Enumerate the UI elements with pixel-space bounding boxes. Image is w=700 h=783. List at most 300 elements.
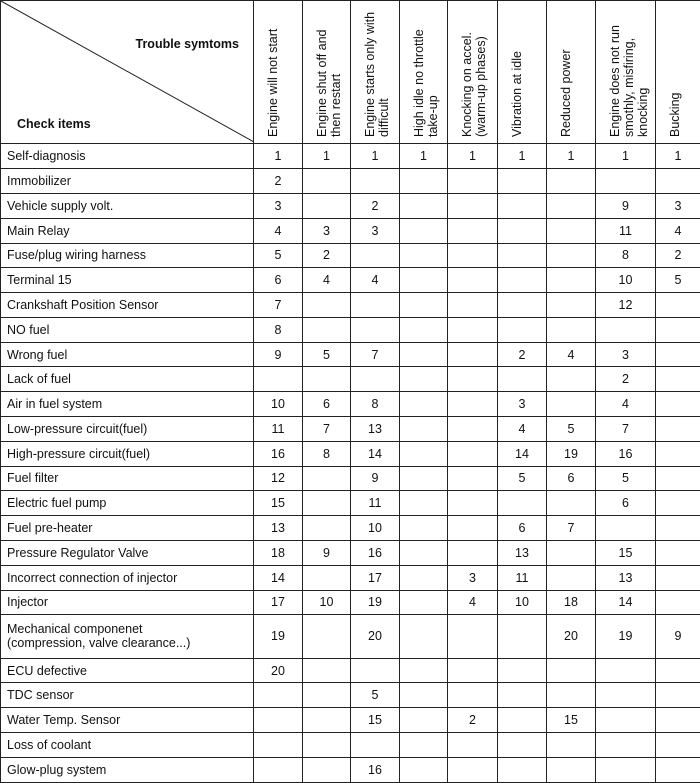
order-cell: 5 bbox=[547, 417, 596, 442]
check-item-label: TDC sensor bbox=[7, 688, 74, 703]
order-cell bbox=[656, 169, 700, 194]
order-cell: 20 bbox=[254, 658, 303, 683]
order-cell bbox=[448, 615, 498, 658]
order-cell: 18 bbox=[547, 590, 596, 615]
order-cell: 7 bbox=[596, 417, 656, 442]
check-item-cell bbox=[1, 658, 254, 683]
check-item-cell bbox=[1, 516, 254, 541]
check-item-cell bbox=[1, 590, 254, 615]
order-cell bbox=[254, 683, 303, 708]
order-cell bbox=[656, 367, 700, 392]
check-item-label: Pressure Regulator Valve bbox=[7, 545, 149, 560]
order-cell: 11 bbox=[254, 417, 303, 442]
order-cell: 19 bbox=[351, 590, 400, 615]
order-cell bbox=[656, 565, 700, 590]
symptom-header-label: Engine starts only with difficult bbox=[363, 12, 391, 138]
order-cell bbox=[547, 540, 596, 565]
table-row bbox=[1, 317, 700, 342]
order-cell: 3 bbox=[448, 565, 498, 590]
order-cell bbox=[448, 367, 498, 392]
order-cell bbox=[498, 708, 547, 733]
check-item-label: Electric fuel pump bbox=[7, 496, 107, 511]
order-cell bbox=[400, 615, 448, 658]
order-cell: 7 bbox=[254, 293, 303, 318]
table-row bbox=[1, 491, 700, 516]
order-cell: 2 bbox=[596, 367, 656, 392]
order-cell bbox=[400, 540, 448, 565]
symptom-header-cell bbox=[303, 1, 351, 144]
order-cell bbox=[303, 658, 351, 683]
order-cell bbox=[400, 169, 448, 194]
order-cell: 3 bbox=[596, 342, 656, 367]
check-item-label: Self-diagnosis bbox=[7, 149, 86, 164]
order-cell bbox=[303, 194, 351, 219]
symptom-header-label: Reduced power bbox=[559, 49, 573, 138]
trouble-symptoms-label: Trouble symtoms bbox=[135, 37, 239, 51]
order-cell bbox=[303, 491, 351, 516]
check-item-label: High-pressure circuit(fuel) bbox=[7, 446, 151, 461]
order-cell bbox=[498, 658, 547, 683]
order-cell bbox=[656, 658, 700, 683]
order-cell: 9 bbox=[656, 615, 700, 658]
order-cell: 4 bbox=[254, 218, 303, 243]
order-cell bbox=[448, 218, 498, 243]
order-cell bbox=[254, 733, 303, 758]
order-cell bbox=[596, 317, 656, 342]
order-cell: 3 bbox=[656, 194, 700, 219]
order-cell bbox=[547, 243, 596, 268]
table-row bbox=[1, 144, 700, 169]
order-cell bbox=[303, 708, 351, 733]
order-cell bbox=[400, 243, 448, 268]
order-cell bbox=[547, 565, 596, 590]
order-cell: 5 bbox=[303, 342, 351, 367]
order-cell bbox=[596, 757, 656, 782]
table-row bbox=[1, 540, 700, 565]
check-item-label: Water Temp. Sensor bbox=[7, 713, 121, 728]
order-cell bbox=[656, 293, 700, 318]
order-cell bbox=[303, 757, 351, 782]
order-cell: 19 bbox=[596, 615, 656, 658]
order-cell: 19 bbox=[547, 441, 596, 466]
check-item-cell bbox=[1, 540, 254, 565]
order-cell bbox=[351, 658, 400, 683]
check-item-cell bbox=[1, 683, 254, 708]
table-row bbox=[1, 565, 700, 590]
order-cell: 10 bbox=[498, 590, 547, 615]
check-item-cell bbox=[1, 268, 254, 293]
symptom-header-cell bbox=[400, 1, 448, 144]
symptom-header-cell bbox=[448, 1, 498, 144]
order-cell bbox=[547, 293, 596, 318]
table-row bbox=[1, 268, 700, 293]
check-item-cell bbox=[1, 417, 254, 442]
symptom-header-cell bbox=[596, 1, 656, 144]
order-cell bbox=[448, 243, 498, 268]
order-cell: 12 bbox=[596, 293, 656, 318]
check-item-cell bbox=[1, 293, 254, 318]
order-cell bbox=[400, 466, 448, 491]
check-item-label: Mechanical componenet bbox=[7, 622, 143, 637]
order-cell: 2 bbox=[254, 169, 303, 194]
order-cell: 16 bbox=[351, 540, 400, 565]
order-cell bbox=[498, 367, 547, 392]
order-cell: 10 bbox=[303, 590, 351, 615]
check-item-cell bbox=[1, 733, 254, 758]
order-cell: 18 bbox=[254, 540, 303, 565]
order-cell: 6 bbox=[498, 516, 547, 541]
check-item-sublabel: (compression, valve clearance...) bbox=[7, 636, 191, 651]
order-cell bbox=[596, 169, 656, 194]
order-cell: 1 bbox=[596, 144, 656, 169]
table-row bbox=[1, 658, 700, 683]
order-cell bbox=[498, 293, 547, 318]
check-item-cell bbox=[1, 565, 254, 590]
order-cell: 13 bbox=[351, 417, 400, 442]
order-cell bbox=[400, 218, 448, 243]
order-cell bbox=[303, 683, 351, 708]
order-cell bbox=[448, 757, 498, 782]
table-row bbox=[1, 590, 700, 615]
order-cell bbox=[498, 268, 547, 293]
order-cell bbox=[254, 708, 303, 733]
order-cell: 7 bbox=[547, 516, 596, 541]
order-cell bbox=[254, 367, 303, 392]
table-row bbox=[1, 441, 700, 466]
order-cell: 2 bbox=[656, 243, 700, 268]
order-cell bbox=[498, 218, 547, 243]
table-row bbox=[1, 466, 700, 491]
order-cell bbox=[448, 540, 498, 565]
order-cell bbox=[351, 733, 400, 758]
order-cell: 10 bbox=[596, 268, 656, 293]
order-cell: 12 bbox=[254, 466, 303, 491]
check-item-cell bbox=[1, 392, 254, 417]
order-cell: 7 bbox=[303, 417, 351, 442]
check-item-cell bbox=[1, 708, 254, 733]
check-item-label: Fuel filter bbox=[7, 471, 59, 486]
order-cell bbox=[656, 708, 700, 733]
order-cell bbox=[400, 590, 448, 615]
order-cell bbox=[448, 441, 498, 466]
order-cell bbox=[254, 757, 303, 782]
order-cell bbox=[498, 194, 547, 219]
order-cell: 2 bbox=[303, 243, 351, 268]
order-cell bbox=[498, 615, 547, 658]
table-row bbox=[1, 293, 700, 318]
order-cell bbox=[448, 317, 498, 342]
check-item-cell bbox=[1, 317, 254, 342]
check-item-cell bbox=[1, 218, 254, 243]
order-cell bbox=[596, 683, 656, 708]
order-cell bbox=[656, 516, 700, 541]
order-cell bbox=[400, 367, 448, 392]
check-item-label: Loss of coolant bbox=[7, 737, 92, 752]
order-cell: 9 bbox=[303, 540, 351, 565]
order-cell: 6 bbox=[254, 268, 303, 293]
check-item-cell bbox=[1, 243, 254, 268]
check-item-label: Immobilizer bbox=[7, 174, 71, 189]
check-item-label: Incorrect connection of injector bbox=[7, 570, 178, 585]
table-row bbox=[1, 757, 700, 782]
check-item-label: Fuse/plug wiring harness bbox=[7, 248, 146, 263]
order-cell bbox=[448, 417, 498, 442]
check-item-cell bbox=[1, 615, 254, 658]
order-cell bbox=[303, 367, 351, 392]
order-cell bbox=[303, 293, 351, 318]
order-cell bbox=[656, 491, 700, 516]
symptom-header-cell bbox=[351, 1, 400, 144]
order-cell: 20 bbox=[547, 615, 596, 658]
order-cell bbox=[656, 540, 700, 565]
order-cell: 20 bbox=[351, 615, 400, 658]
table-row bbox=[1, 218, 700, 243]
table-row bbox=[1, 367, 700, 392]
check-item-cell bbox=[1, 169, 254, 194]
order-cell: 4 bbox=[498, 417, 547, 442]
order-cell bbox=[656, 466, 700, 491]
check-item-label: Crankshaft Position Sensor bbox=[7, 298, 159, 313]
order-cell bbox=[596, 708, 656, 733]
order-cell: 13 bbox=[498, 540, 547, 565]
table-row bbox=[1, 194, 700, 219]
order-cell bbox=[547, 194, 596, 219]
order-cell: 5 bbox=[656, 268, 700, 293]
order-cell: 14 bbox=[596, 590, 656, 615]
order-cell bbox=[448, 194, 498, 219]
order-cell bbox=[303, 733, 351, 758]
order-cell bbox=[656, 441, 700, 466]
order-cell: 9 bbox=[254, 342, 303, 367]
order-cell: 2 bbox=[448, 708, 498, 733]
order-cell: 4 bbox=[351, 268, 400, 293]
symptom-header-label: Engine shut off and then restart bbox=[315, 29, 343, 138]
order-cell: 1 bbox=[303, 144, 351, 169]
order-cell bbox=[547, 757, 596, 782]
order-cell: 5 bbox=[351, 683, 400, 708]
header-row bbox=[1, 1, 700, 144]
order-cell bbox=[547, 658, 596, 683]
order-cell: 6 bbox=[547, 466, 596, 491]
order-cell bbox=[351, 367, 400, 392]
table-row bbox=[1, 417, 700, 442]
order-cell: 1 bbox=[498, 144, 547, 169]
order-cell: 15 bbox=[596, 540, 656, 565]
table-row bbox=[1, 615, 700, 658]
order-cell bbox=[400, 733, 448, 758]
order-cell: 8 bbox=[303, 441, 351, 466]
order-cell: 9 bbox=[596, 194, 656, 219]
order-cell: 1 bbox=[656, 144, 700, 169]
order-cell bbox=[400, 392, 448, 417]
order-cell bbox=[351, 169, 400, 194]
order-cell bbox=[547, 683, 596, 708]
order-cell: 5 bbox=[596, 466, 656, 491]
order-cell bbox=[498, 169, 547, 194]
check-item-label: Main Relay bbox=[7, 223, 70, 238]
order-cell: 4 bbox=[448, 590, 498, 615]
order-cell: 16 bbox=[596, 441, 656, 466]
order-cell: 4 bbox=[547, 342, 596, 367]
order-cell bbox=[400, 565, 448, 590]
order-cell: 16 bbox=[351, 757, 400, 782]
order-cell bbox=[448, 293, 498, 318]
order-cell bbox=[303, 317, 351, 342]
order-cell bbox=[596, 658, 656, 683]
order-cell bbox=[547, 392, 596, 417]
order-cell bbox=[498, 733, 547, 758]
order-cell: 2 bbox=[351, 194, 400, 219]
order-cell: 4 bbox=[303, 268, 351, 293]
order-cell bbox=[400, 441, 448, 466]
symptom-header-cell bbox=[547, 1, 596, 144]
order-cell bbox=[547, 169, 596, 194]
symptom-header-cell bbox=[498, 1, 547, 144]
symptom-header-label: Vibration at idle bbox=[510, 51, 524, 138]
order-cell bbox=[656, 392, 700, 417]
symptom-header-cell bbox=[656, 1, 700, 144]
order-cell: 5 bbox=[498, 466, 547, 491]
table-row bbox=[1, 708, 700, 733]
check-item-label: Low-pressure circuit(fuel) bbox=[7, 421, 148, 436]
order-cell: 15 bbox=[547, 708, 596, 733]
check-item-cell bbox=[1, 367, 254, 392]
order-cell bbox=[448, 268, 498, 293]
order-cell bbox=[303, 466, 351, 491]
check-item-label: Glow-plug system bbox=[7, 762, 107, 777]
order-cell: 11 bbox=[498, 565, 547, 590]
order-cell bbox=[448, 392, 498, 417]
order-cell bbox=[656, 757, 700, 782]
table-row bbox=[1, 243, 700, 268]
order-cell: 4 bbox=[596, 392, 656, 417]
order-cell bbox=[303, 615, 351, 658]
order-cell: 17 bbox=[254, 590, 303, 615]
order-cell: 3 bbox=[351, 218, 400, 243]
order-cell bbox=[547, 491, 596, 516]
check-item-label: NO fuel bbox=[7, 322, 50, 337]
check-item-cell bbox=[1, 144, 254, 169]
order-cell bbox=[448, 169, 498, 194]
order-cell bbox=[448, 466, 498, 491]
order-cell bbox=[400, 491, 448, 516]
order-cell bbox=[448, 733, 498, 758]
order-cell bbox=[400, 317, 448, 342]
symptom-header-label: Engine does not run smothly, misfiring, knocking bbox=[608, 25, 650, 138]
order-cell: 11 bbox=[351, 491, 400, 516]
order-cell bbox=[400, 516, 448, 541]
order-cell: 3 bbox=[303, 218, 351, 243]
order-cell bbox=[498, 243, 547, 268]
table-row bbox=[1, 392, 700, 417]
order-cell: 10 bbox=[254, 392, 303, 417]
table-row bbox=[1, 169, 700, 194]
order-cell bbox=[596, 733, 656, 758]
check-item-label: Injector bbox=[7, 595, 48, 610]
order-cell: 1 bbox=[400, 144, 448, 169]
order-cell bbox=[656, 417, 700, 442]
symptom-header-label: High idle no throttle take-up bbox=[412, 29, 440, 138]
order-cell bbox=[547, 367, 596, 392]
order-cell bbox=[400, 708, 448, 733]
order-cell bbox=[498, 683, 547, 708]
order-cell bbox=[498, 491, 547, 516]
table-row bbox=[1, 733, 700, 758]
order-cell: 3 bbox=[254, 194, 303, 219]
order-cell: 1 bbox=[547, 144, 596, 169]
order-cell: 11 bbox=[596, 218, 656, 243]
order-cell: 13 bbox=[596, 565, 656, 590]
order-cell bbox=[351, 243, 400, 268]
order-cell bbox=[448, 658, 498, 683]
order-cell bbox=[656, 342, 700, 367]
order-cell bbox=[303, 516, 351, 541]
order-cell: 5 bbox=[254, 243, 303, 268]
order-cell: 15 bbox=[351, 708, 400, 733]
order-cell bbox=[656, 317, 700, 342]
table-row bbox=[1, 516, 700, 541]
order-cell bbox=[351, 293, 400, 318]
order-cell bbox=[498, 317, 547, 342]
order-cell bbox=[547, 218, 596, 243]
symptom-header-cell bbox=[254, 1, 303, 144]
order-cell: 17 bbox=[351, 565, 400, 590]
order-cell bbox=[596, 516, 656, 541]
check-item-label: Vehicle supply volt. bbox=[7, 198, 114, 213]
corner-header-cell bbox=[1, 1, 254, 144]
order-cell bbox=[400, 268, 448, 293]
symptom-header-label: Engine will not start bbox=[266, 29, 280, 138]
check-items-label: Check items bbox=[17, 117, 91, 132]
check-item-label: Lack of fuel bbox=[7, 372, 71, 387]
order-cell bbox=[448, 516, 498, 541]
order-cell: 9 bbox=[351, 466, 400, 491]
order-cell: 2 bbox=[498, 342, 547, 367]
check-item-label: Air in fuel system bbox=[7, 397, 103, 412]
order-cell: 14 bbox=[254, 565, 303, 590]
order-cell bbox=[400, 194, 448, 219]
order-cell: 1 bbox=[448, 144, 498, 169]
check-item-cell bbox=[1, 342, 254, 367]
symptom-header-label: Bucking bbox=[668, 92, 682, 138]
order-cell bbox=[547, 733, 596, 758]
order-cell: 14 bbox=[351, 441, 400, 466]
order-cell bbox=[400, 658, 448, 683]
order-cell bbox=[400, 417, 448, 442]
order-cell: 14 bbox=[498, 441, 547, 466]
check-item-cell bbox=[1, 194, 254, 219]
order-cell bbox=[400, 757, 448, 782]
order-cell: 4 bbox=[656, 218, 700, 243]
order-cell: 8 bbox=[254, 317, 303, 342]
order-cell: 7 bbox=[351, 342, 400, 367]
order-cell bbox=[656, 733, 700, 758]
order-cell bbox=[656, 683, 700, 708]
order-cell bbox=[656, 590, 700, 615]
symptom-header-label: Knocking on accel. (warm-up phases) bbox=[460, 32, 488, 138]
order-cell: 6 bbox=[596, 491, 656, 516]
check-item-cell bbox=[1, 491, 254, 516]
order-cell: 19 bbox=[254, 615, 303, 658]
check-item-cell bbox=[1, 441, 254, 466]
order-cell bbox=[400, 293, 448, 318]
order-cell: 6 bbox=[303, 392, 351, 417]
check-item-cell bbox=[1, 466, 254, 491]
check-item-label: ECU defective bbox=[7, 663, 87, 678]
order-cell: 8 bbox=[351, 392, 400, 417]
order-cell: 8 bbox=[596, 243, 656, 268]
order-cell bbox=[448, 683, 498, 708]
